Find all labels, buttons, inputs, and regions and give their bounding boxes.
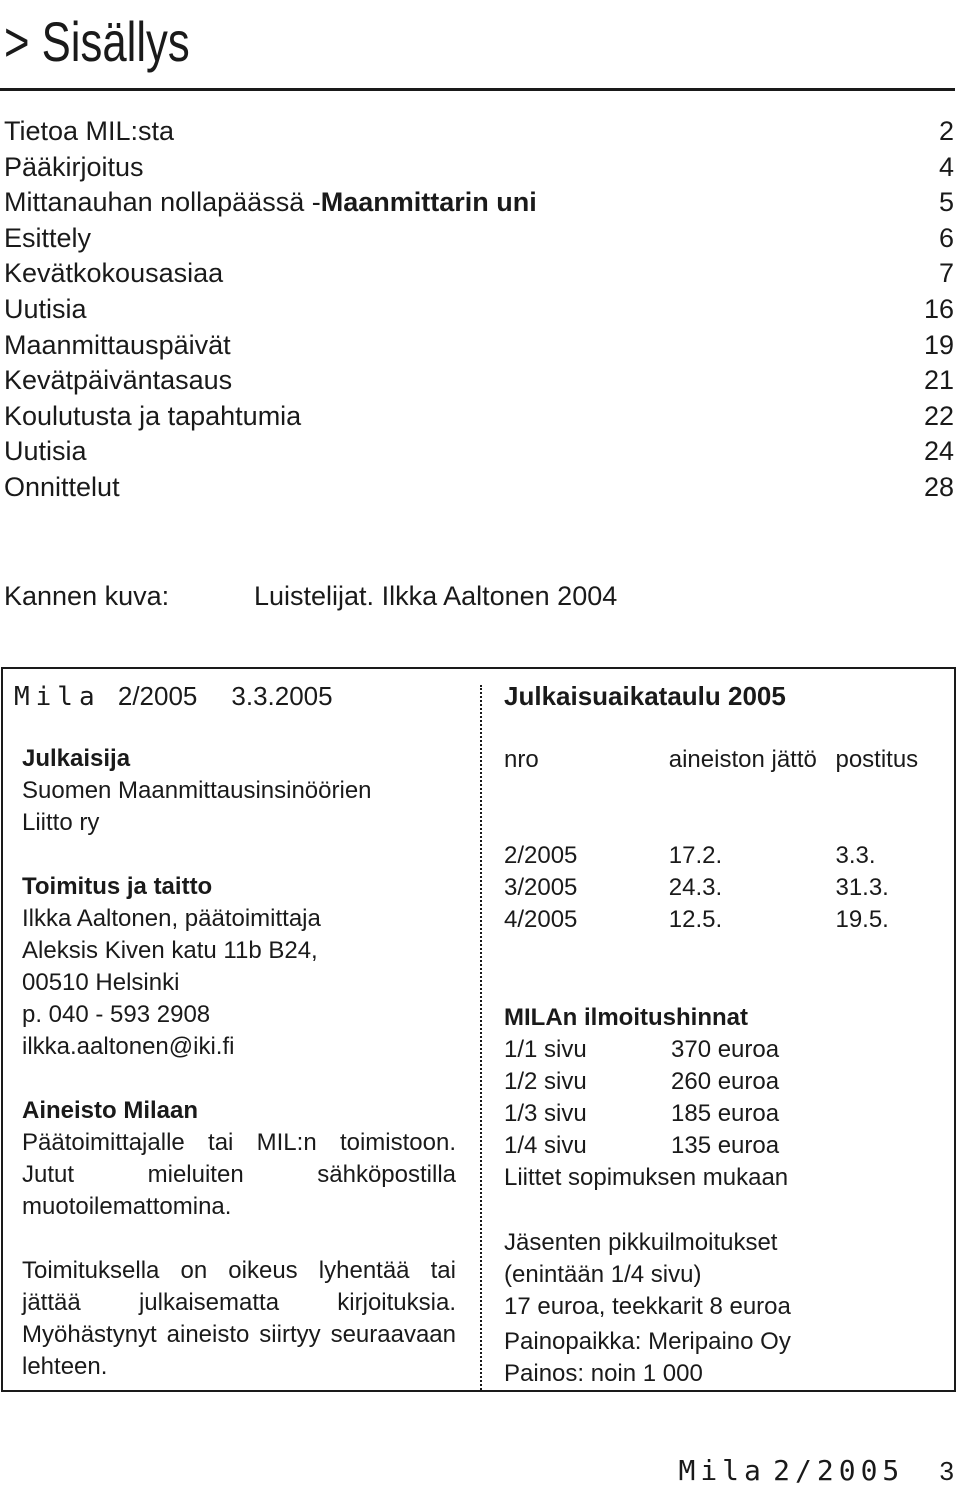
rights-text: Toimituksella on oikeus lyhentää tai jättää julkaisematta kirjoituksia. Myöhästynyt aineisto siirtyy seuraavaan lehteen. [22, 1257, 456, 1380]
toc-row[interactable] [4, 221, 954, 257]
cover-text: Luistelijat. Ilkka Aaltonen 2004 [254, 581, 618, 611]
cover-label: Kannen kuva: [4, 581, 170, 611]
schedule-table [504, 744, 944, 936]
toc-page-number: 7 [938, 258, 954, 289]
material-text: Päätoimittajalle tai MIL:n toimistoon. Jutut mieluiten sähköpostilla muotoilemattomina. [22, 1129, 456, 1220]
price-size: 1/2 sivu [504, 1068, 587, 1095]
toc-row[interactable] [4, 434, 954, 470]
issue-date: 3.3.2005 [231, 681, 333, 711]
footer-page-number: 3 [939, 1456, 954, 1486]
page-title: > Sisällys [4, 10, 190, 73]
member-ads [504, 1227, 944, 1323]
toc-row[interactable] [4, 256, 954, 292]
prices-note: Liittet sopimuksen mukaan [504, 1164, 789, 1191]
schedule-row [504, 872, 944, 904]
table-of-contents [4, 114, 954, 506]
schedule-header-cell: aineiston jättö [668, 746, 817, 773]
editor-line: 00510 Helsinki [22, 969, 180, 996]
toc-row[interactable] [4, 470, 954, 506]
toc-title: Uutisia [4, 293, 87, 324]
toc-title: Esittely [4, 222, 92, 253]
schedule-header-row [504, 744, 944, 776]
editor-line: Aleksis Kiven katu 11b B24, [22, 937, 318, 964]
schedule-cell: 3/2005 [504, 874, 578, 901]
price-amount: 185 euroa [671, 1100, 780, 1127]
price-row [504, 1130, 944, 1162]
price-amount: 260 euroa [671, 1068, 780, 1095]
toc-row[interactable] [4, 292, 954, 328]
footer-logo: Mila [678, 1454, 766, 1487]
toc-page-number: 4 [938, 151, 954, 182]
toc-page-number: 19 [923, 329, 954, 360]
toc-title: Onnittelut [4, 471, 120, 502]
title-rule [0, 88, 955, 91]
editor-email[interactable]: ilkka.aaltonen@iki.fi [22, 1033, 235, 1060]
toc-row[interactable] [4, 399, 954, 435]
schedule-row [504, 904, 944, 936]
price-row [504, 1034, 944, 1066]
toc-title: Koulutusta ja tapahtumia [4, 400, 302, 431]
toc-page-number: 6 [938, 222, 954, 253]
toc-title: Mittanauhan nollapäässä -Maanmittarin uni [4, 187, 537, 218]
toc-row[interactable] [4, 150, 954, 186]
mila-logo: Mila [14, 682, 101, 712]
cover-credit [4, 576, 617, 616]
toc-page-number: 24 [923, 436, 954, 467]
toc-page-number: 16 [923, 293, 954, 324]
price-row [504, 1098, 944, 1130]
toc-title: Pääkirjoitus [4, 151, 144, 182]
schedule-heading: Julkaisuaikataulu 2005 [504, 681, 786, 711]
toc-title: Tietoa MIL:sta [4, 116, 175, 146]
toc-title: Uutisia [4, 436, 87, 467]
price-amount: 135 euroa [671, 1132, 780, 1159]
toc-page-number: 5 [938, 187, 954, 218]
ad-prices [504, 1002, 944, 1194]
printer: Painopaikka: Meripaino Oy [504, 1328, 791, 1355]
ads-line: 17 euroa, teekkarit 8 euroa [504, 1293, 791, 1320]
issue-header [14, 676, 333, 717]
footer-issue: 2/2005 [773, 1454, 905, 1487]
print-run: Painos: noin 1 000 [504, 1360, 703, 1387]
toc-row[interactable] [4, 114, 954, 150]
toc-title: Maanmittauspäivät [4, 329, 231, 360]
toc-page-number: 2 [938, 116, 954, 146]
publisher-heading: Julkaisija [22, 745, 131, 772]
publisher-line: Suomen Maanmittausinsinöörien [22, 777, 372, 804]
colophon-left-column [22, 743, 456, 1383]
print-info [504, 1326, 944, 1390]
issue-number: 2/2005 [117, 681, 198, 711]
price-size: 1/1 sivu [504, 1036, 587, 1063]
material-heading: Aineisto Milaan [22, 1097, 199, 1124]
ads-line: (enintään 1/4 sivu) [504, 1261, 702, 1288]
price-size: 1/3 sivu [504, 1100, 587, 1127]
price-row [504, 1066, 944, 1098]
schedule-cell: 3.3. [835, 842, 876, 869]
schedule-header-cell: postitus [835, 746, 919, 773]
schedule-row [504, 840, 944, 872]
toc-page-number: 28 [923, 471, 954, 502]
schedule-cell: 19.5. [835, 906, 889, 933]
publisher-line: Liitto ry [22, 809, 100, 836]
editor-phone: p. 040 - 593 2908 [22, 1001, 211, 1028]
toc-row[interactable] [4, 185, 954, 221]
editor-line: Ilkka Aaltonen, päätoimittaja [22, 905, 321, 932]
column-divider [480, 685, 482, 1390]
ads-line: Jäsenten pikkuilmoitukset [504, 1229, 778, 1256]
price-amount: 370 euroa [671, 1036, 780, 1063]
schedule-cell: 17.2. [668, 842, 723, 869]
schedule-cell: 24.3. [668, 874, 723, 901]
toc-row[interactable] [4, 328, 954, 364]
schedule-header-cell: nro [504, 746, 539, 773]
prices-heading: MILAn ilmoitushinnat [504, 1004, 748, 1031]
toc-row[interactable] [4, 363, 954, 399]
schedule-cell: 2/2005 [504, 842, 578, 869]
editor-heading: Toimitus ja taitto [22, 873, 213, 900]
price-size: 1/4 sivu [504, 1132, 587, 1159]
page-footer [678, 1454, 954, 1488]
toc-page-number: 21 [923, 365, 954, 396]
toc-title: Kevätkokousasiaa [4, 258, 224, 289]
toc-title: Kevätpäiväntasaus [4, 365, 233, 396]
schedule-cell: 31.3. [835, 874, 889, 901]
schedule-cell: 12.5. [668, 906, 723, 933]
schedule-cell: 4/2005 [504, 906, 578, 933]
toc-page-number: 22 [923, 400, 954, 431]
